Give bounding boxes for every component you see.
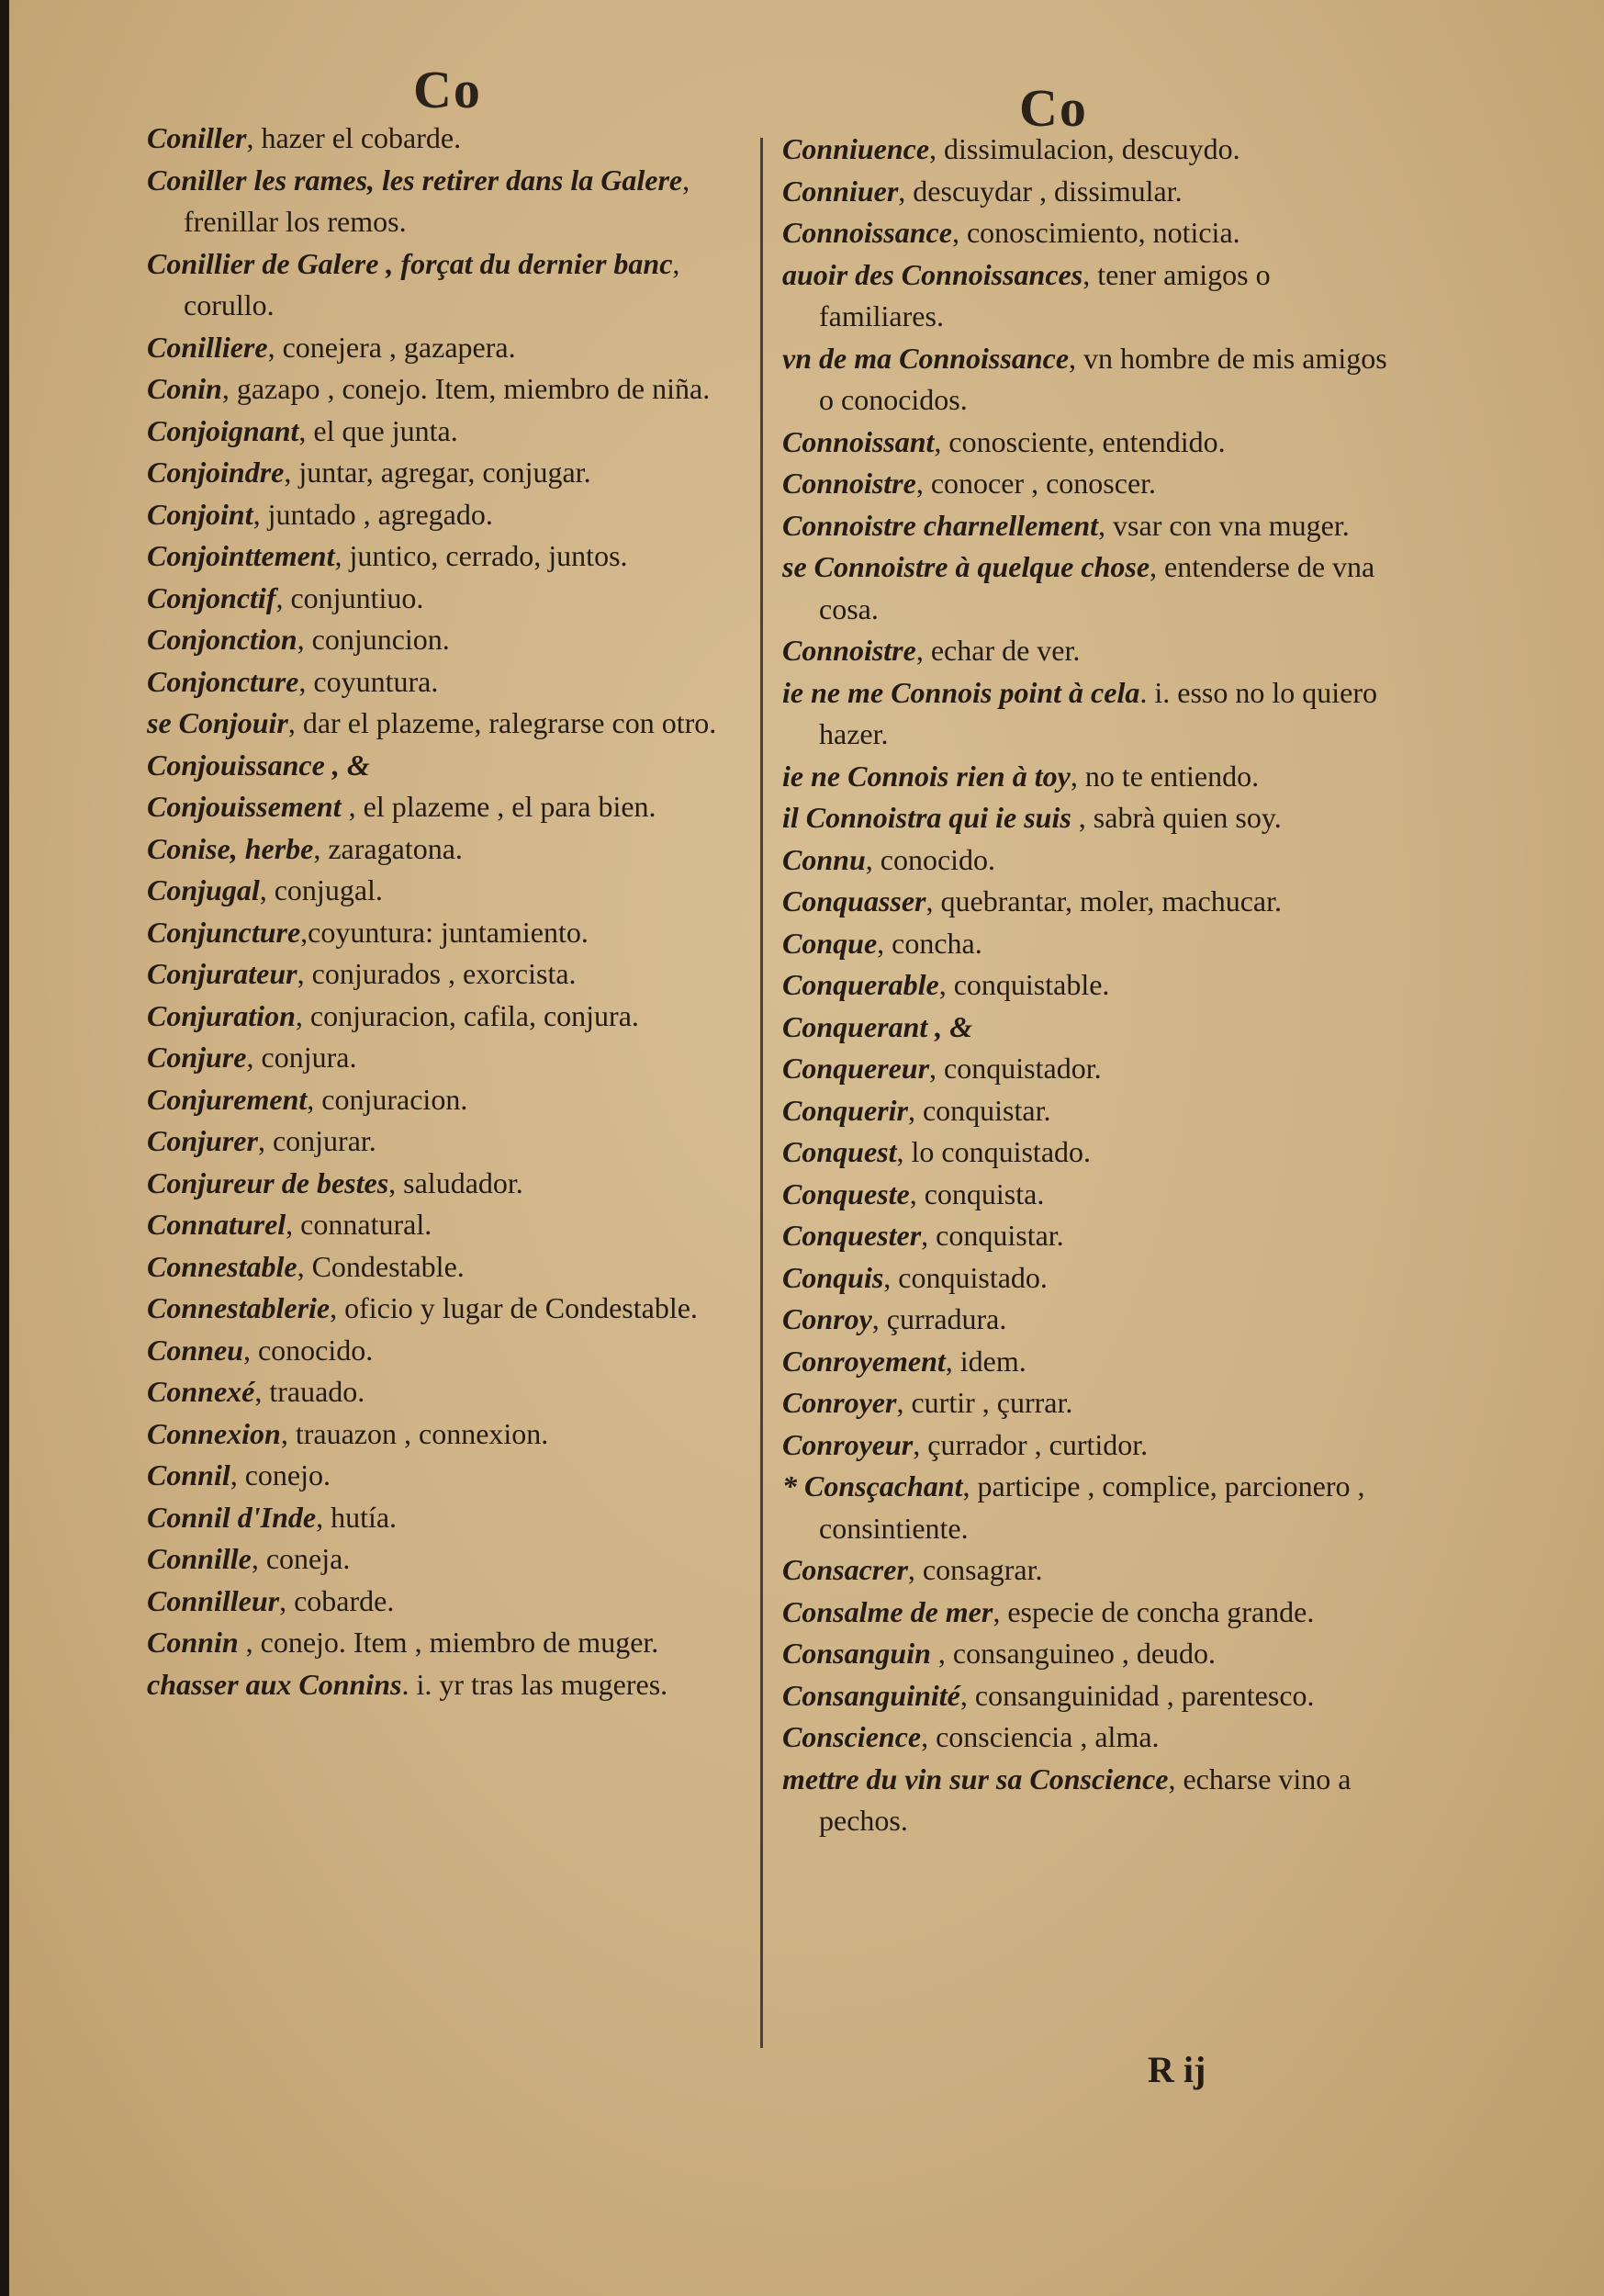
entry-headword: Conjointtement [147,539,335,572]
entry-headword: Conin [147,372,222,405]
running-head-right: Co [1019,78,1088,138]
entry-definition: , conjuncion. [297,623,450,656]
dictionary-entry [782,1007,1388,1049]
entry-headword: Consacrer [782,1553,908,1586]
entry-headword: Coniller les rames, les retirer dans la Galere [147,163,683,197]
entry-headword: ie ne Connois rien à toy [782,759,1071,793]
entry-definition: , çurradura. [871,1302,1007,1335]
entry-headword: Conjoignant [147,413,299,447]
entry-definition: , hutía. [316,1500,398,1534]
entry-headword: Conjoindre [147,456,285,489]
entry-definition: , hazer el cobarde. [246,121,462,154]
entry-definition: , juntado , agregado. [252,497,493,531]
entry-definition: , no te entiendo. [1070,759,1260,793]
entry-definition: , lo conquistado. [896,1135,1092,1168]
dictionary-entry [782,1675,1388,1717]
dictionary-entry [782,1341,1388,1383]
entry-definition: , conoscimiento, noticia. [951,216,1240,249]
entry-definition: , cobarde. [279,1583,395,1617]
dictionary-entry [782,1759,1388,1842]
entry-headword: * Consçachant [782,1469,963,1503]
entry-definition: , conquista. [909,1176,1045,1210]
entry-headword: Connille [147,1542,252,1575]
entry-definition: , coyuntura. [298,664,439,698]
entry-definition: , el que junta. [298,413,458,447]
entry-definition: , corullo. [184,246,680,321]
entry-definition: ,coyuntura: juntamiento. [300,915,589,949]
dictionary-entry [147,494,742,536]
entry-definition: , conjuracion. [307,1082,468,1116]
entry-definition: . i. esso no lo quiero hazer. [819,675,1377,750]
entry-headword: Connexion [147,1416,281,1450]
entry-headword: Connil [147,1458,230,1491]
entry-headword: Conniuer [782,174,899,208]
dictionary-entry [147,578,742,620]
entry-definition: . i. yr tras las mugeres. [401,1667,668,1701]
dictionary-entry [147,160,742,243]
entry-definition: , consanguinidad , parentesco. [959,1678,1315,1712]
dictionary-entry [782,1466,1388,1549]
dictionary-entry [147,1163,742,1205]
entry-definition: , saludador. [388,1165,523,1199]
dictionary-entry [147,1330,742,1372]
running-head-left: Co [413,60,482,119]
dictionary-entry [782,1633,1388,1675]
entry-headword: Conquerable [782,968,939,1001]
entry-headword: Conquest [782,1135,897,1168]
entry-headword: Consanguinité [782,1678,960,1712]
dictionary-entry [147,1204,742,1246]
entry-headword: Conque [782,926,878,960]
dictionary-entry [782,1257,1388,1300]
entry-headword: il Connoistra qui ie suis [782,801,1071,834]
dictionary-entry [147,1288,742,1330]
entry-definition: , conjurar. [257,1124,376,1157]
entry-definition: , tener amigos o familiares. [819,257,1271,332]
entry-headword: Conjure [147,1041,247,1074]
dictionary-entry [782,1299,1388,1341]
entry-headword: chasser aux Connins [147,1667,402,1701]
dictionary-entry [147,619,742,661]
entry-definition: , curtir , çurrar. [896,1386,1073,1419]
entry-headword: Connil d'Inde [147,1500,317,1534]
entry-headword: Conjonction [147,623,297,656]
entry-headword: Connu [782,842,866,876]
dictionary-entry [147,1664,742,1706]
dictionary-entry [147,745,742,787]
dictionary-entry [782,129,1388,171]
entry-definition: , vn hombre de mis amigos o conocidos. [819,341,1387,416]
entry-definition: , sabrà quien soy. [1071,801,1282,834]
entry-headword: Conquerir [782,1093,908,1127]
entry-definition: , conosciente, entendido. [934,424,1226,458]
entry-definition: , dar el plazeme, ralegrarse con otro. [287,706,717,739]
dictionary-entry [782,546,1388,630]
dictionary-entry [782,171,1388,213]
entry-definition: , Condestable. [297,1249,465,1283]
entry-headword: Conquereur [782,1052,930,1085]
entry-definition: , conejo. Item , miembro de muger. [238,1626,659,1659]
entry-headword: Connoissant [782,424,935,458]
dictionary-entry [147,411,742,453]
entry-definition: , echarse vino a pechos. [819,1761,1352,1837]
entry-headword: Coniller [147,121,247,154]
entry-headword: Connoissance [782,216,952,249]
entry-headword: Conjonctif [147,580,276,614]
dictionary-entry [147,1079,742,1121]
dictionary-entry [147,368,742,411]
entry-headword: Conjoint [147,497,253,531]
entry-headword: se Connoistre à quelque chose [782,550,1150,583]
dictionary-entry [782,1131,1388,1174]
dictionary-entry [147,1622,742,1664]
dictionary-entry [147,828,742,871]
dictionary-entry [147,1246,742,1289]
entry-headword: se Conjouir [147,706,288,739]
dictionary-entry [782,422,1388,464]
entry-headword: Connoistre [782,467,916,500]
entry-definition: , juntar, agregar, conjugar. [284,456,591,489]
dictionary-entry [147,535,742,578]
entry-definition: , el plazeme , el para bien. [341,790,656,823]
entry-headword: Conillier de Galere , forçat du dernier banc [147,246,673,280]
left-column [147,118,742,1705]
dictionary-entry [782,463,1388,505]
entry-headword: Conjouissement [147,790,342,823]
entry-headword: Conjureur de bestes [147,1165,389,1199]
entry-definition: , dissimulacion, descuydo. [929,132,1240,165]
entry-headword: Conjoncture [147,664,299,698]
dictionary-entry [782,1424,1388,1467]
entry-definition: , trauazon , connexion. [280,1416,549,1450]
dictionary-entry [782,1716,1388,1759]
entry-definition: , frenillar los remos. [184,163,690,238]
dictionary-entry [782,1592,1388,1634]
entry-headword: ie ne me Connois point à cela [782,675,1140,709]
entry-headword: auoir des Connoissances [782,257,1083,291]
dictionary-entry [782,839,1388,882]
entry-definition: , trauado. [254,1375,365,1408]
dictionary-entry [147,912,742,954]
dictionary-entry [782,1215,1388,1257]
dictionary-entry [782,505,1388,547]
entry-headword: Conquis [782,1260,884,1294]
entry-definition: , conquistar. [907,1093,1051,1127]
entry-definition: , conjuntiuo. [275,580,424,614]
dictionary-entry [147,452,742,494]
entry-definition: , echar de ver. [915,634,1081,667]
entry-headword: Connestablerie [147,1291,331,1324]
entry-headword: Conjuration [147,998,296,1032]
dictionary-entry [147,1538,742,1581]
dictionary-page [9,0,1604,2296]
entry-headword: Connaturel [147,1208,286,1241]
entry-definition: , conjugal. [259,873,383,906]
entry-definition: , conejera , gazapera. [267,330,516,364]
dictionary-entry [782,254,1388,338]
entry-definition: , conocido. [242,1333,374,1367]
entry-definition: , conjuracion, cafila, conjura. [295,998,639,1032]
dictionary-entry [782,964,1388,1007]
dictionary-entry [782,756,1388,798]
entry-headword: Conjuncture [147,915,301,949]
entry-headword: Conniuence [782,132,930,165]
dictionary-entry [782,797,1388,839]
dictionary-entry [147,1497,742,1539]
entry-definition: , conocido. [865,842,996,876]
entry-definition: , conquistado. [883,1260,1048,1294]
entry-definition: , consciencia , alma. [921,1720,1160,1753]
dictionary-entry [782,1382,1388,1424]
entry-headword: Connestable [147,1249,297,1283]
dictionary-entry [782,1174,1388,1216]
entry-definition: , participe , complice, parcionero , consintiente. [819,1469,1365,1545]
dictionary-entry [147,327,742,369]
dictionary-entry [147,996,742,1038]
entry-headword: Consalme de mer [782,1594,993,1628]
entry-definition: , concha. [877,926,982,960]
entry-definition: , idem. [945,1344,1026,1378]
dictionary-entry [147,870,742,912]
entry-definition: , çurrador , curtidor. [913,1427,1149,1461]
entry-definition: , connatural. [286,1208,432,1241]
entry-headword: Connilleur [147,1583,280,1617]
dictionary-entry [147,1037,742,1079]
entry-headword: Conquerant , & [782,1009,973,1043]
entry-definition: , vsar con vna muger. [1098,508,1350,542]
entry-definition: , conocer , conoscer. [915,467,1157,500]
entry-definition: , coneja. [251,1542,351,1575]
entry-headword: vn de ma Connoissance [782,341,1070,375]
dictionary-entry [782,212,1388,254]
dictionary-entry [147,1581,742,1623]
entry-headword: Conquasser [782,884,926,917]
dictionary-entry [782,923,1388,965]
entry-headword: Conneu [147,1333,243,1367]
column-divider [760,138,763,2048]
entry-headword: Conjugal [147,873,260,906]
entry-headword: mettre du vin sur sa Conscience [782,1761,1169,1795]
entry-definition: , conjurados , exorcista. [297,957,577,990]
entry-definition: , descuydar , dissimular. [898,174,1183,208]
entry-definition: , consagrar. [907,1553,1043,1586]
dictionary-entry [147,953,742,996]
entry-definition: , zaragatona. [313,831,463,865]
entry-headword: Conjurateur [147,957,297,990]
dictionary-entry [147,118,742,160]
dictionary-entry [147,661,742,703]
entry-headword: Conroyer [782,1386,897,1419]
dictionary-entry [782,338,1388,422]
dictionary-entry [782,672,1388,756]
entry-headword: Conroy [782,1302,872,1335]
entry-headword: Connexé [147,1375,255,1408]
entry-definition: , conquistador. [929,1052,1102,1085]
entry-definition: , entenderse de vna cosa. [819,550,1375,625]
entry-headword: Conjurement [147,1082,308,1116]
entry-headword: Connoistre [782,634,916,667]
entry-headword: Conroyement [782,1344,946,1378]
entry-headword: Conjurer [147,1124,258,1157]
signature-mark: R ij [1148,2049,1206,2090]
entry-definition: , juntico, cerrado, juntos. [334,539,628,572]
dictionary-entry [147,1413,742,1456]
entry-headword: Conilliere [147,330,268,364]
dictionary-entry [782,881,1388,923]
entry-definition: , gazapo , conejo. Item, miembro de niña. [221,372,711,405]
dictionary-entry [782,1090,1388,1132]
entry-headword: Conquester [782,1219,922,1252]
entry-definition: , conquistable. [938,968,1110,1001]
entry-definition: , especie de concha grande. [993,1594,1315,1628]
dictionary-entry [782,1048,1388,1090]
entry-headword: Consanguin [782,1637,931,1670]
dictionary-entry [147,786,742,828]
entry-headword: Conroyeur [782,1427,914,1461]
entry-headword: Connin [147,1626,239,1659]
dictionary-entry [147,1120,742,1163]
entry-headword: Conqueste [782,1176,910,1210]
entry-definition: , consanguineo , deudo. [930,1637,1217,1670]
entry-headword: Conscience [782,1720,922,1753]
dictionary-entry [782,1549,1388,1592]
dictionary-entry [147,703,742,745]
dictionary-entry [147,243,742,327]
entry-definition: , conquistar. [921,1219,1064,1252]
entry-headword: Connoistre charnellement [782,508,1099,542]
entry-headword: Conise, herbe [147,831,314,865]
dictionary-entry [147,1455,742,1497]
entry-definition: , conjura. [246,1041,357,1074]
entry-definition: , oficio y lugar de Condestable. [330,1291,698,1324]
dictionary-entry [147,1371,742,1413]
entry-definition: , conejo. [230,1458,331,1491]
entry-headword: Conjouissance , & [147,748,370,782]
entry-definition: , quebrantar, moler, machucar. [925,884,1282,917]
dictionary-entry [782,630,1388,672]
right-column [782,129,1388,1842]
